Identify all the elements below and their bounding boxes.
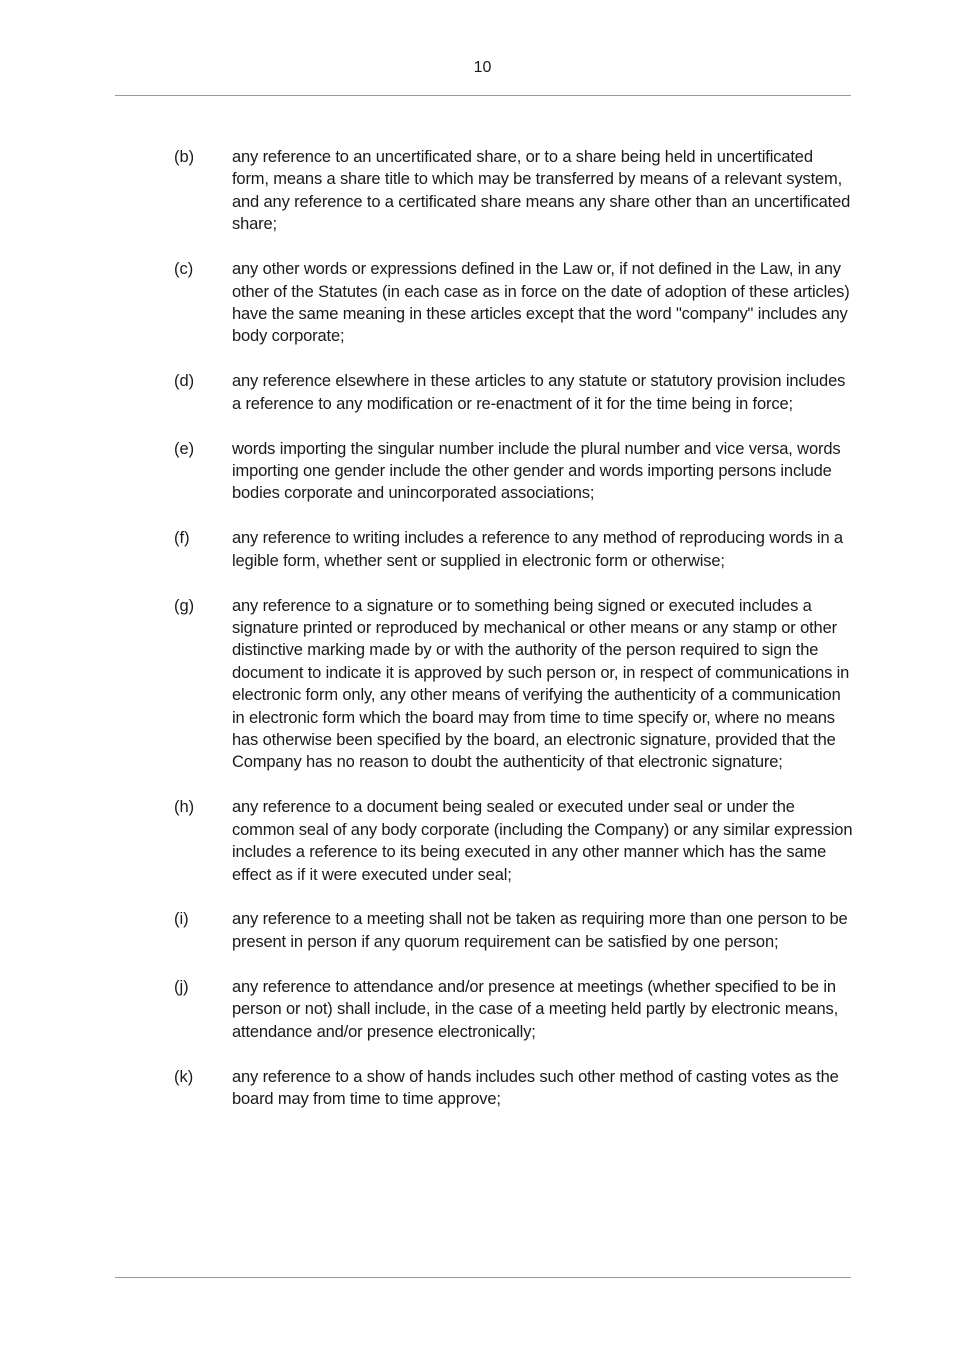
clause-g: [174, 595, 854, 774]
clause-h: [174, 796, 854, 886]
clause-label: (h): [174, 798, 195, 817]
clause-label: (c): [174, 260, 194, 279]
clause-j: [174, 976, 854, 1043]
clause-text: any reference to a meeting shall not be taken as requiring more than one person to be present in person if any quorum requirement can be satisfied by one person;: [232, 910, 848, 951]
clause-d: [174, 370, 854, 415]
clause-text: any reference to an uncertificated share, or to a share being held in uncertificated form, means a share title to which may be transferred by means of a relevant system, and any reference to a certificated share means any share other than an uncertificated share;: [232, 148, 851, 234]
clause-i: [174, 908, 854, 953]
clause-label: (d): [174, 372, 195, 391]
clause-b: [174, 146, 854, 236]
clause-text: any reference to a signature or to something being signed or executed includes a signature printed or reproduced by mechanical or other means or any stamp or other distinctive marking made by or with the authority of the person required to sign the document to indicate it is approved by such person or, in respect of communications in electronic form only, any other means of verifying the authenticity of a communication in electronic form which the board may from time to time specify or, where no means has otherwise been specified by the board, an electronic signature, provided that the Company has no reason to doubt the authenticity of that electronic signature;: [232, 596, 850, 772]
clause-text: any reference to a show of hands includes such other method of casting votes as the board may from time to time approve;: [232, 1067, 839, 1108]
clause-text: any reference to a document being sealed or executed under seal or under the common seal of any body corporate (including the Company) or any similar expression includes a reference to its being executed in any other manner which has the same effect as if it were executed under seal;: [232, 798, 853, 884]
clause-text: any reference elsewhere in these articles to any statute or statutory provision includes a reference to any modification or re-enactment of it for the time being in force;: [232, 372, 846, 413]
clause-text: any reference to writing includes a reference to any method of reproducing words in a legible form, whether sent or supplied in electronic form or otherwise;: [232, 529, 843, 570]
clause-k: [174, 1066, 854, 1111]
clause-text: any reference to attendance and/or presence at meetings (whether specified to be in person or not) shall include, in the case of a meeting held partly by electronic means, attendance and/or presence electronically;: [232, 977, 839, 1041]
clause-label: (k): [174, 1067, 194, 1086]
clause-e: [174, 438, 854, 505]
clause-label: (g): [174, 596, 195, 615]
clause-label: (f): [174, 529, 190, 548]
clause-label: (i): [174, 910, 189, 929]
clause-c: [174, 258, 854, 348]
clause-text: any other words or expressions defined in the Law or, if not defined in the Law, in any other of the Statutes (in each case as in force on the date of adoption of these articles) have the same meaning in these articles except that the word "company" includes any body corporate;: [232, 260, 850, 346]
header-divider: [115, 95, 851, 96]
clause-f: [174, 527, 854, 572]
clause-text: words importing the singular number include the plural number and vice versa, words importing one gender include the other gender and words importing persons include bodies corporate and unincorporated associations;: [232, 439, 841, 503]
clause-list: [174, 146, 854, 1133]
page-number: 10: [473, 59, 492, 76]
clause-label: (j): [174, 977, 189, 996]
clause-label: (b): [174, 148, 195, 166]
clause-label: (e): [174, 439, 195, 458]
footer-divider: [115, 1277, 851, 1278]
